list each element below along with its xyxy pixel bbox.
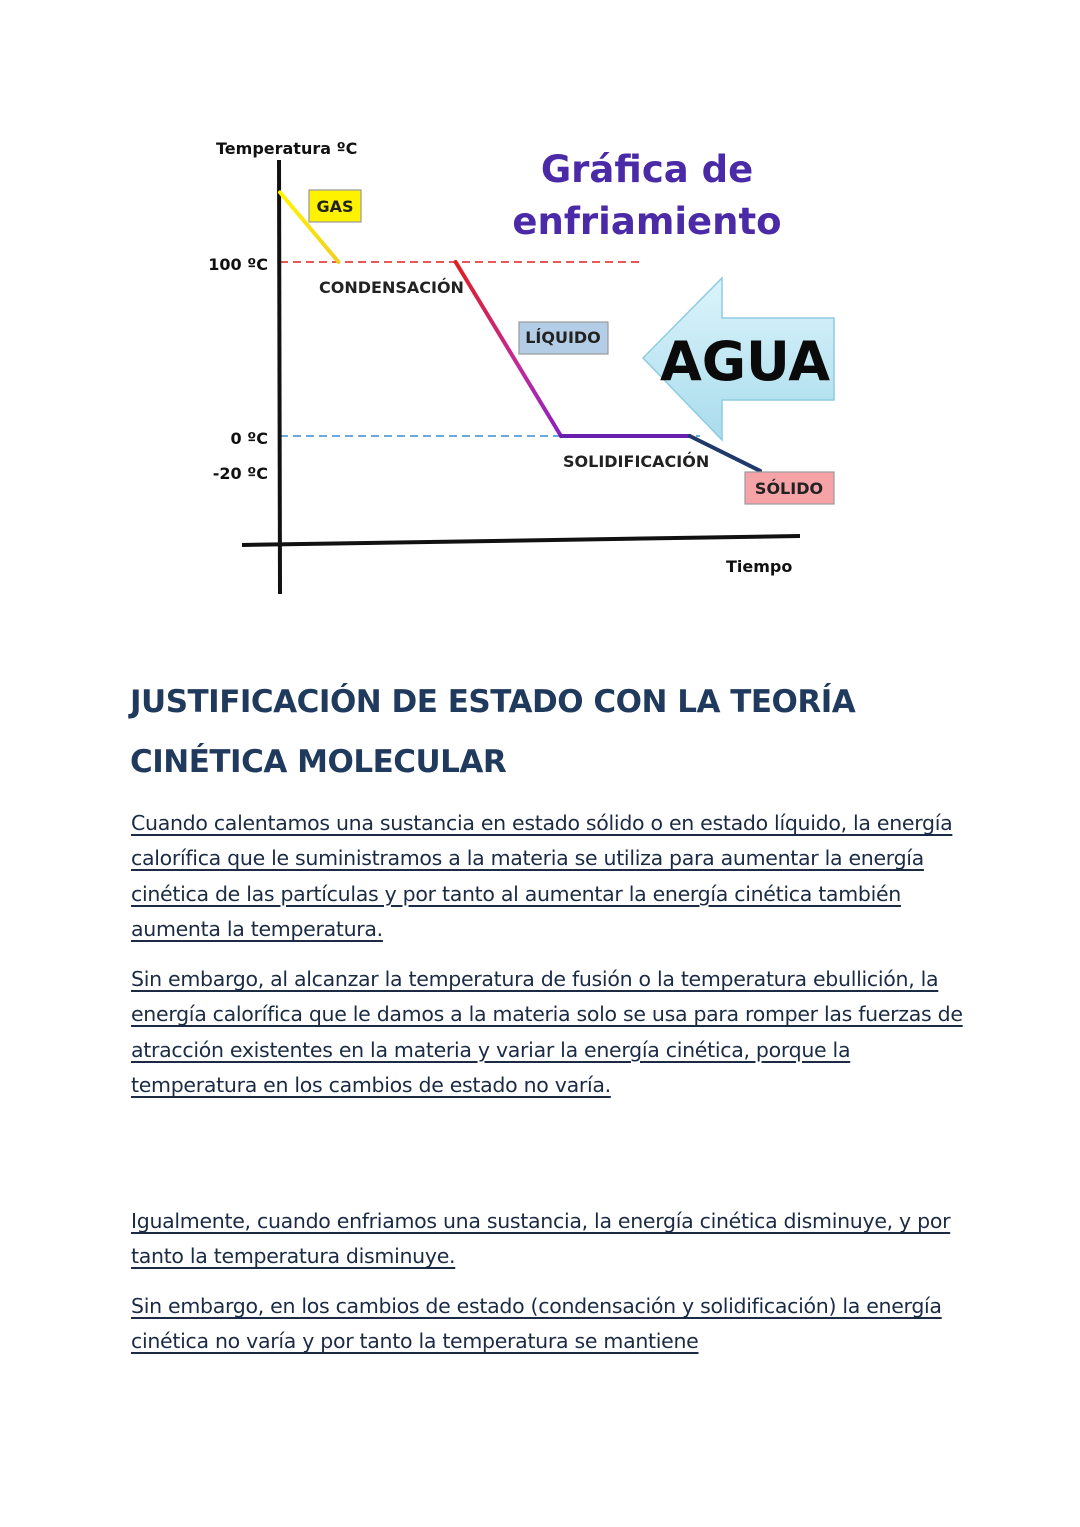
y-tick-label: -20 ºC xyxy=(212,463,268,483)
x-axis xyxy=(242,536,800,545)
solido-label: SÓLIDO xyxy=(754,479,824,498)
y-axis-label: Temperatura ºC xyxy=(216,139,358,158)
y-tick-label: 0 ºC xyxy=(230,429,268,448)
paragraph-1: Cuando calentamos una sustancia en estado sólido o en estado líquido, la energía calorífica que le suministramos a la materia se utiliza para aumentar la energía cinética de las partículas y por tanto al aumentar la energía cinética también aumenta la temperatura. xyxy=(131,811,953,941)
y-tick-label: 100 ºC xyxy=(208,255,268,274)
y-axis xyxy=(279,160,280,594)
paragraph-3: Igualmente, cuando enfriamos una sustancia, la energía cinética disminuye, y por tanto la temperatura disminuye. xyxy=(131,1209,951,1269)
liquido-label: LÍQUIDO xyxy=(525,328,601,347)
paragraph-4: Sin embargo, en los cambios de estado (condensación y solidificación) la energía cinética no varía y por tanto la temperatura se mantiene xyxy=(131,1294,942,1354)
page-heading: JUSTIFICACIÓN DE ESTADO CON LA TEORÍA CINÉTICA MOLECULAR xyxy=(130,684,856,780)
agua-label: AGUA xyxy=(659,330,831,393)
chart-title-line-2: enfriamiento xyxy=(512,200,782,243)
condensacion-label: CONDENSACIÓN xyxy=(319,278,464,297)
gas-label: GAS xyxy=(316,197,354,216)
paragraph-2: Sin embargo, al alcanzar la temperatura de fusión o la temperatura ebullición, la energía calorífica que le damos a la materia solo se usa para romper las fuerzas de atracción existentes en la materia y variar la energía cinética, porque la temperatura en los cambios de estado no varía. xyxy=(131,967,963,1097)
cooling-chart xyxy=(0,0,1080,620)
solidificacion-label: SOLIDIFICACIÓN xyxy=(563,452,710,471)
x-axis-label: Tiempo xyxy=(726,557,793,576)
chart-title-line-1: Gráfica de xyxy=(540,148,754,191)
